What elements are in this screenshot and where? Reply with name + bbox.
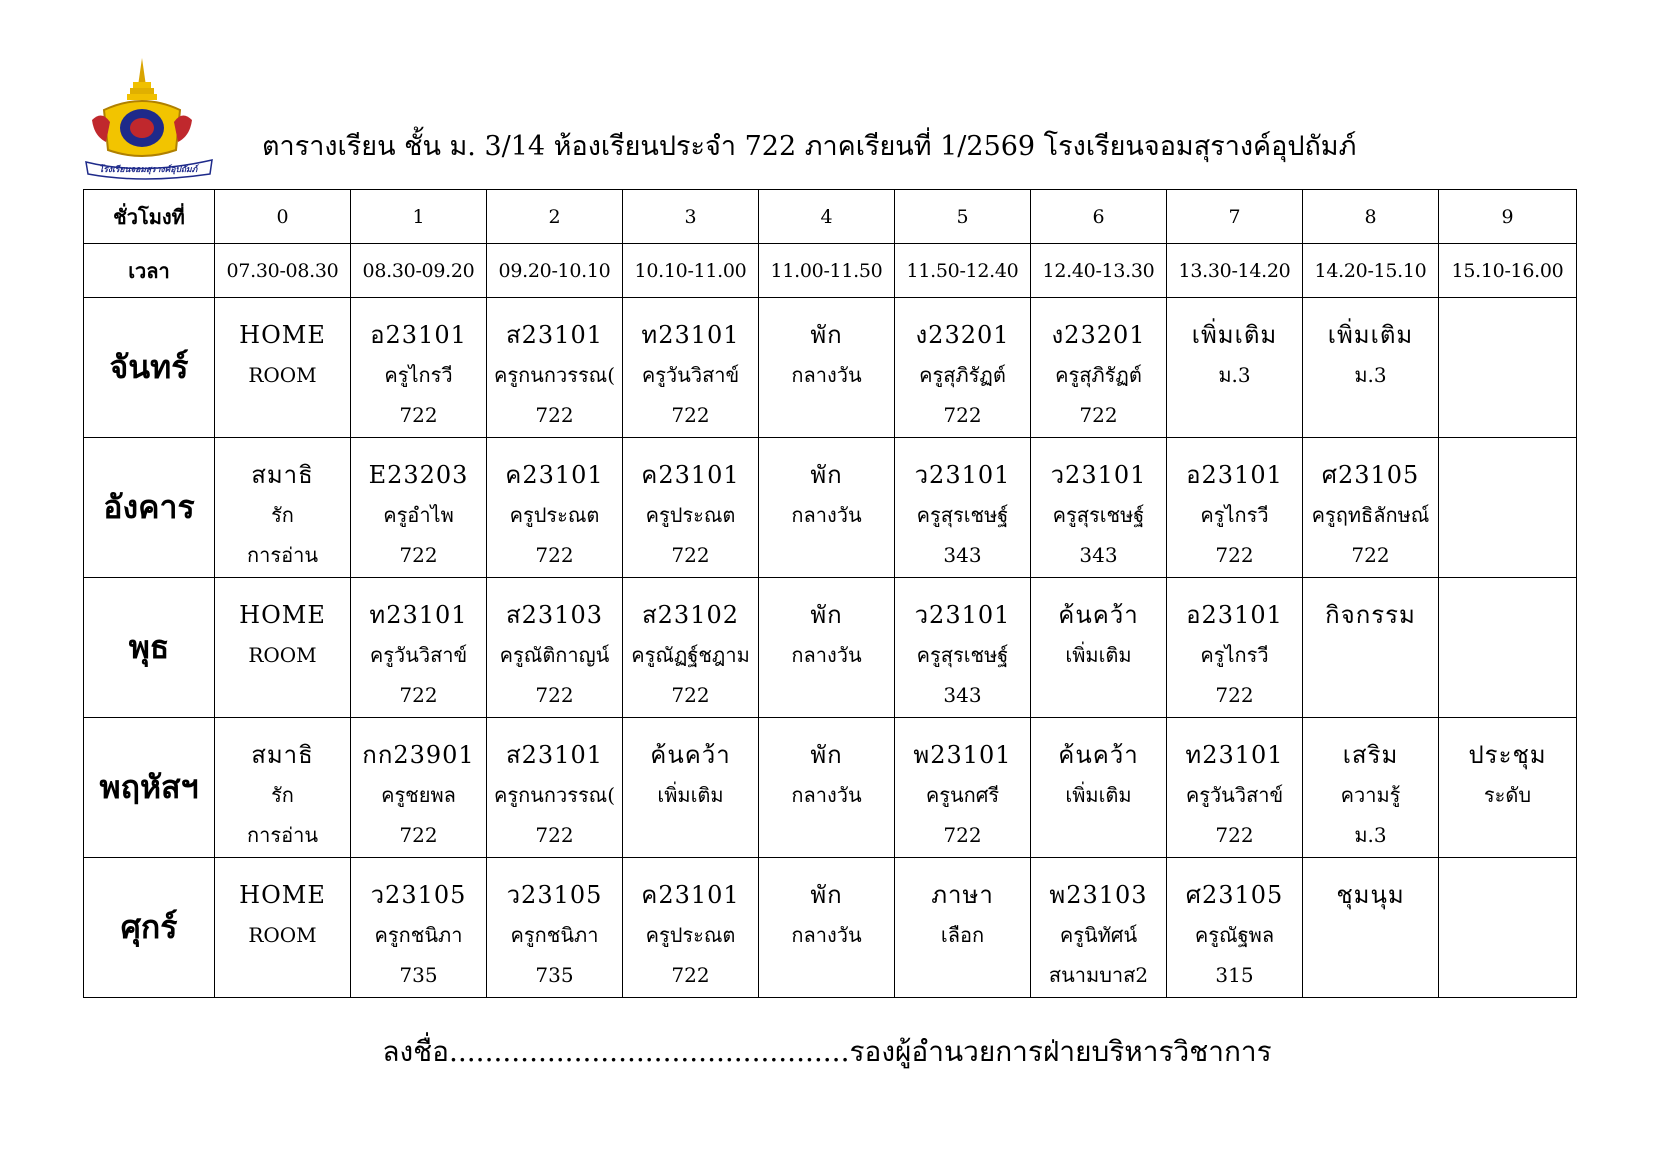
timetable-cell: [623, 438, 759, 578]
timetable-cell: [895, 578, 1031, 718]
room-number: ม.3: [1354, 822, 1387, 847]
timetable-cell: [895, 298, 1031, 438]
room-number: 722: [671, 682, 710, 707]
timetable-cell: [487, 858, 623, 998]
timetable-cell: [1167, 578, 1303, 718]
room-number: 722: [671, 402, 710, 427]
period-number: 3: [623, 190, 759, 244]
timetable-cell: [215, 438, 351, 578]
day-label: อังคาร: [84, 438, 215, 578]
subject-code: ส23103: [506, 600, 603, 629]
room-number: 315: [1215, 962, 1254, 987]
subject-code: ท23101: [369, 600, 468, 629]
teacher-name: ครูกนกวรรณ(: [493, 782, 616, 807]
subject-code: พ23103: [1049, 880, 1148, 909]
day-row: [84, 858, 1577, 998]
teacher-name: เพิ่มเติม: [1065, 782, 1132, 807]
teacher-name: ครูณัฐพล: [1194, 922, 1275, 947]
timetable-cell: [623, 718, 759, 858]
subject-code: ว23101: [1050, 460, 1147, 489]
teacher-name: ครูวันวิสาข์: [641, 362, 740, 387]
timetable: [83, 189, 1577, 998]
page-title: ตารางเรียน ชั้น ม. 3/14 ห้องเรียนประจำ 722 ภาคเรียนที่ 1/2569 โรงเรียนจอมสุรางค์อุปถัมภ์: [262, 131, 1357, 162]
subject-code: ศ23105: [1185, 880, 1284, 909]
subject-code: พัก: [810, 600, 843, 629]
period-number: 9: [1439, 190, 1577, 244]
teacher-name: ครูสุรเชษฐ์: [916, 502, 1009, 527]
room-number: 722: [535, 542, 574, 567]
teacher-name: ครูไกรวี: [1200, 642, 1269, 667]
subject-code: พ23101: [913, 740, 1012, 769]
teacher-name: ครูกชนิภา: [374, 922, 463, 947]
timetable-cell: [1303, 578, 1439, 718]
period-time: 11.50-12.40: [895, 244, 1031, 298]
period-header-row: [84, 190, 1577, 244]
timetable-cell: [1303, 858, 1439, 998]
subject-code: ชุมนุม: [1336, 880, 1405, 909]
teacher-name: ครูประณต: [509, 502, 600, 527]
timetable-cell: [895, 718, 1031, 858]
subject-code: ส23101: [506, 320, 603, 349]
timetable-cell: [759, 298, 895, 438]
timetable-cell: [351, 858, 487, 998]
subject-code: ค23101: [505, 460, 604, 489]
timetable-cell: [351, 578, 487, 718]
teacher-name: รัก: [271, 782, 294, 807]
timetable-cell: [1031, 718, 1167, 858]
room-number: 343: [943, 682, 982, 707]
subject-code: ค้นคว้า: [1058, 740, 1139, 769]
timetable-cell: [215, 718, 351, 858]
teacher-name: กลางวัน: [791, 642, 862, 667]
teacher-name: ROOM: [248, 922, 317, 947]
subject-code: พัก: [810, 320, 843, 349]
subject-code: ค้นคว้า: [1058, 600, 1139, 629]
teacher-name: ครูประณต: [645, 922, 736, 947]
subject-code: HOME: [239, 600, 326, 629]
timetable-cell: [487, 578, 623, 718]
teacher-name: ความรู้: [1340, 782, 1401, 807]
subject-code: ค้นคว้า: [650, 740, 731, 769]
teacher-name: ครูวันวิสาข์: [1185, 782, 1284, 807]
teacher-name: ครูสุรเชษฐ์: [916, 642, 1009, 667]
subject-code: HOME: [239, 880, 326, 909]
teacher-name: ครูกชนิภา: [510, 922, 599, 947]
period-time: 07.30-08.30: [215, 244, 351, 298]
timetable-cell: [623, 578, 759, 718]
timetable-cell: [623, 858, 759, 998]
teacher-name: ม.3: [1218, 362, 1251, 387]
timetable-cell: [1439, 438, 1577, 578]
timetable-cell: [1303, 718, 1439, 858]
day-label: พฤหัสฯ: [84, 718, 215, 858]
room-number: 735: [535, 962, 574, 987]
period-number: 0: [215, 190, 351, 244]
subject-code: ค23101: [641, 460, 740, 489]
day-row: [84, 438, 1577, 578]
room-number: 722: [399, 542, 438, 567]
room-number: 722: [1351, 542, 1390, 567]
subject-code: ว23101: [914, 600, 1011, 629]
teacher-name: ครูณัติกาญน์: [499, 642, 610, 667]
room-number: 722: [671, 542, 710, 567]
room-number: การอ่าน: [247, 542, 318, 567]
teacher-name: เพิ่มเติม: [1065, 642, 1132, 667]
day-row: [84, 578, 1577, 718]
room-number: 722: [943, 822, 982, 847]
subject-code: สมาธิ: [251, 740, 314, 769]
subject-code: ว23105: [506, 880, 603, 909]
timetable-cell: [759, 718, 895, 858]
timetable-cell: [1167, 298, 1303, 438]
teacher-name: ครูนิทัศน์: [1059, 922, 1138, 947]
room-number: 722: [399, 822, 438, 847]
room-number: สนามบาส2: [1048, 962, 1149, 987]
subject-code: ประชุม: [1468, 740, 1547, 769]
subject-code: พัก: [810, 740, 843, 769]
timetable-cell: [1031, 858, 1167, 998]
subject-code: อ23101: [1186, 600, 1283, 629]
timetable-cell: [1439, 858, 1577, 998]
teacher-name: กลางวัน: [791, 922, 862, 947]
teacher-name: ROOM: [248, 362, 317, 387]
period-time: 10.10-11.00: [623, 244, 759, 298]
period-header-label: ชั่วโมงที่: [84, 190, 215, 244]
teacher-name: ม.3: [1354, 362, 1387, 387]
teacher-name: ครูกนกวรรณ(: [493, 362, 616, 387]
room-number: 722: [1079, 402, 1118, 427]
period-number: 8: [1303, 190, 1439, 244]
teacher-name: ครูนกศรี: [925, 782, 1000, 807]
timetable-cell: [1031, 578, 1167, 718]
subject-code: ภาษา: [931, 880, 994, 909]
room-number: 722: [1215, 542, 1254, 567]
room-number: 735: [399, 962, 438, 987]
timetable-cell: [1439, 578, 1577, 718]
period-number: 2: [487, 190, 623, 244]
room-number: 722: [535, 682, 574, 707]
period-time: 14.20-15.10: [1303, 244, 1439, 298]
subject-code: เพิ่มเติม: [1327, 320, 1414, 349]
teacher-name: ครูอำไพ: [383, 502, 454, 527]
subject-code: เสริม: [1342, 740, 1399, 769]
period-time: 11.00-11.50: [759, 244, 895, 298]
subject-code: พัก: [810, 880, 843, 909]
room-number: 722: [671, 962, 710, 987]
period-number: 7: [1167, 190, 1303, 244]
teacher-name: ครูชยพล: [381, 782, 456, 807]
subject-code: เพิ่มเติม: [1191, 320, 1278, 349]
teacher-name: ครูประณต: [645, 502, 736, 527]
day-row: [84, 298, 1577, 438]
school-crest-logo: [84, 58, 214, 182]
time-header-label: เวลา: [84, 244, 215, 298]
period-time: 15.10-16.00: [1439, 244, 1577, 298]
room-number: 722: [535, 822, 574, 847]
timetable-cell: [1167, 438, 1303, 578]
teacher-name: กลางวัน: [791, 782, 862, 807]
period-time: 09.20-10.10: [487, 244, 623, 298]
timetable-cell: [895, 858, 1031, 998]
timetable-cell: [623, 298, 759, 438]
teacher-name: ครูสุภิรัฏต์: [919, 362, 1006, 387]
timetable-cell: [759, 858, 895, 998]
day-label: ศุกร์: [84, 858, 215, 998]
teacher-name: ระดับ: [1483, 782, 1532, 807]
timetable-cell: [1031, 298, 1167, 438]
subject-code: ท23101: [641, 320, 740, 349]
subject-code: กก23901: [362, 740, 475, 769]
timetable-cell: [351, 438, 487, 578]
teacher-name: ครูสุภิรัฏต์: [1055, 362, 1142, 387]
teacher-name: ครูไกรวี: [384, 362, 453, 387]
room-number: 343: [1079, 542, 1118, 567]
room-number: 343: [943, 542, 982, 567]
teacher-name: ครูไกรวี: [1200, 502, 1269, 527]
room-number: 722: [535, 402, 574, 427]
subject-code: อ23101: [1186, 460, 1283, 489]
subject-code: ท23101: [1185, 740, 1284, 769]
teacher-name: ครูสุรเชษฐ์: [1052, 502, 1145, 527]
teacher-name: ROOM: [248, 642, 317, 667]
teacher-name: รัก: [271, 502, 294, 527]
subject-code: ศ23105: [1321, 460, 1420, 489]
timetable-cell: [1031, 438, 1167, 578]
room-number: 722: [943, 402, 982, 427]
teacher-name: เพิ่มเติม: [657, 782, 724, 807]
timetable-cell: [1439, 298, 1577, 438]
period-number: 1: [351, 190, 487, 244]
timetable-cell: [215, 298, 351, 438]
subject-code: ว23101: [914, 460, 1011, 489]
timetable-cell: [351, 298, 487, 438]
timetable-cell: [1439, 718, 1577, 858]
room-number: 722: [1215, 682, 1254, 707]
subject-code: สมาธิ: [251, 460, 314, 489]
timetable-cell: [215, 858, 351, 998]
timetable-cell: [1167, 718, 1303, 858]
timetable-cell: [487, 298, 623, 438]
room-number: 722: [399, 402, 438, 427]
timetable-cell: [759, 438, 895, 578]
timetable-cell: [1303, 298, 1439, 438]
timetable-cell: [1303, 438, 1439, 578]
subject-code: ว23105: [370, 880, 467, 909]
timetable-cell: [1167, 858, 1303, 998]
period-time: 13.30-14.20: [1167, 244, 1303, 298]
period-time: 12.40-13.30: [1031, 244, 1167, 298]
subject-code: HOME: [239, 320, 326, 349]
teacher-name: ครูวันวิสาข์: [369, 642, 468, 667]
time-header-row: [84, 244, 1577, 298]
teacher-name: ครูณัฏฐ์ชฎาม: [631, 642, 750, 667]
day-label: จันทร์: [84, 298, 215, 438]
svg-text:โรงเรียนจอมสุรางค์อุปถัมภ์: โรงเรียนจอมสุรางค์อุปถัมภ์: [98, 165, 198, 175]
subject-code: พัก: [810, 460, 843, 489]
room-number: 722: [399, 682, 438, 707]
signature-line: ลงชื่อ.............................................รองผู้อำนวยการฝ่ายบริหารวิชาการ: [382, 1035, 1272, 1068]
day-label: พุธ: [84, 578, 215, 718]
timetable-cell: [895, 438, 1031, 578]
period-number: 6: [1031, 190, 1167, 244]
period-number: 5: [895, 190, 1031, 244]
period-number: 4: [759, 190, 895, 244]
subject-code: ง23201: [915, 320, 1010, 349]
timetable-cell: [487, 718, 623, 858]
subject-code: ส23102: [642, 600, 739, 629]
day-row: [84, 718, 1577, 858]
teacher-name: ครูฤทธิลักษณ์: [1311, 502, 1430, 527]
subject-code: อ23101: [370, 320, 467, 349]
teacher-name: เลือก: [940, 922, 985, 947]
room-number: การอ่าน: [247, 822, 318, 847]
subject-code: ง23201: [1051, 320, 1146, 349]
timetable-cell: [487, 438, 623, 578]
teacher-name: กลางวัน: [791, 362, 862, 387]
timetable-cell: [351, 718, 487, 858]
period-time: 08.30-09.20: [351, 244, 487, 298]
subject-code: กิจกรรม: [1325, 600, 1416, 629]
subject-code: ส23101: [506, 740, 603, 769]
room-number: 722: [1215, 822, 1254, 847]
subject-code: ค23101: [641, 880, 740, 909]
timetable-cell: [759, 578, 895, 718]
timetable-cell: [215, 578, 351, 718]
teacher-name: กลางวัน: [791, 502, 862, 527]
subject-code: E23203: [368, 460, 469, 489]
